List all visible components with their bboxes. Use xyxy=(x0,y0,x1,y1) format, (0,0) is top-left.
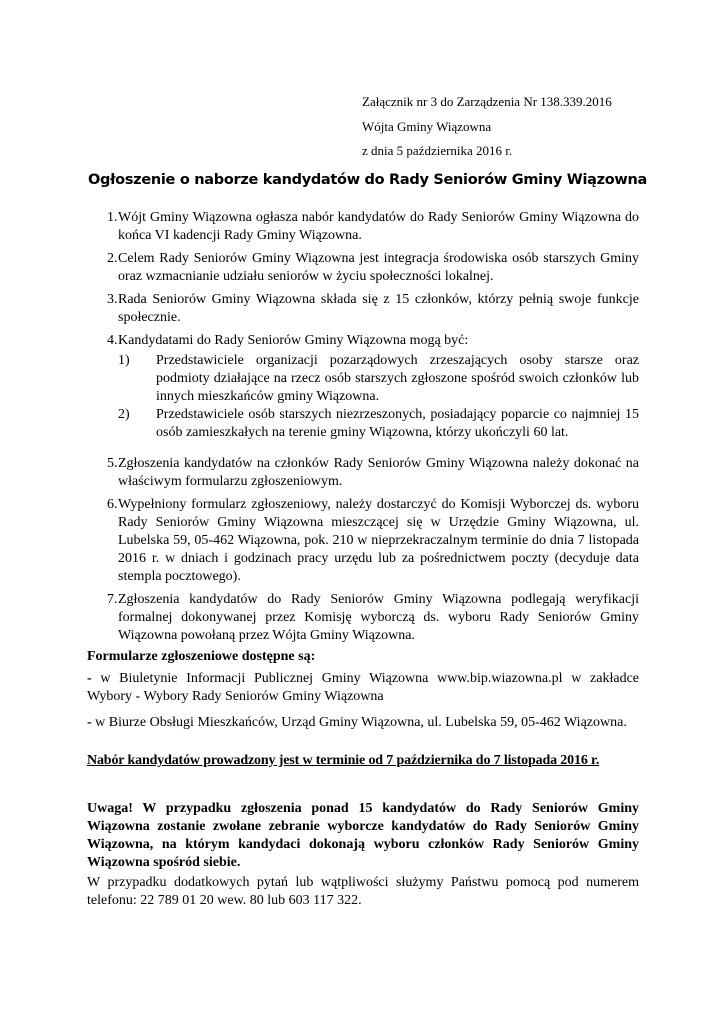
sub-item-text: Przedstawiciele organizacji pozarządowych zrzeszających osoby starsze oraz podmioty działające na rzecz osób starszych zgłoszone spośród swoich członków lub innych mieszkańców gminy Wiązowna. xyxy=(156,353,639,404)
item-text: Zgłoszenia kandydatów na członków Rady Seniorów Gminy Wiązowna należy dokonać na właściwym formularzu zgłoszeniowym. xyxy=(118,456,639,489)
dash-bullet: - xyxy=(87,715,92,730)
forms-item-text: w Biurze Obsługi Mieszkańców, Urząd Gminy Wiązowna, ul. Lubelska 59, 05-462 Wiązowna. xyxy=(91,715,627,730)
item-number: 7. xyxy=(107,592,118,607)
list-item xyxy=(87,291,639,327)
deadline-statement: Nabór kandydatów prowadzony jest w terminie od 7 października do 7 listopada 2016 r. xyxy=(87,753,600,768)
numbered-list xyxy=(87,209,639,650)
contact-paragraph: W przypadku dodatkowych pytań lub wątpliwości służymy Państwu pomocą pod numerem telefonu: 22 789 01 20 wew. 80 lub 603 117 322. xyxy=(87,875,639,908)
sub-list-item xyxy=(118,352,639,406)
list-item xyxy=(87,332,639,442)
list-item xyxy=(87,591,639,645)
item-number: 2. xyxy=(107,251,118,266)
document-title: Ogłoszenie o naborze kandydatów do Rady Seniorów Gminy Wiązowna xyxy=(88,172,648,188)
sub-item-number: 1) xyxy=(118,353,130,368)
item-number: 4. xyxy=(107,333,118,348)
item-text: Zgłoszenia kandydatów do Rady Seniorów Gminy Wiązowna podlegają weryfikacji formalnej dokonywanej przez Komisję wyborczą ds. wyboru Rady Seniorów Gminy Wiązowna powołaną przez Wójta Gminy Wiązowna. xyxy=(118,592,639,643)
list-item xyxy=(87,455,639,491)
item-text: Rada Seniorów Gminy Wiązowna składa się z 15 członków, którzy pełnią swoje funkcje społecznie. xyxy=(118,292,639,325)
header-line-1: Załącznik nr 3 do Zarządzenia Nr 138.339.2016 xyxy=(362,94,612,109)
item-number: 1. xyxy=(107,210,118,225)
item-text: Wójt Gminy Wiązowna ogłasza nabór kandydatów do Rady Seniorów Gminy Wiązowna do końca VI kadencji Rady Gminy Wiązowna. xyxy=(118,210,639,243)
item-number: 3. xyxy=(107,292,118,307)
sub-list-item xyxy=(118,406,639,442)
list-item xyxy=(87,496,639,586)
notice-paragraph: Uwaga! W przypadku zgłoszenia ponad 15 kandydatów do Rady Seniorów Gminy Wiązowna zostanie zwołane zebranie wyborcze kandydatów do Rady Seniorów Gminy Wiązowna, na którym kandydaci dokonają wyboru członków Rady Seniorów Gminy Wiązowna spośród siebie. xyxy=(87,801,639,870)
item-number: 6. xyxy=(107,497,118,512)
attachment-header xyxy=(362,90,612,164)
item-number: 5. xyxy=(107,456,118,471)
item-text: Celem Rady Seniorów Gminy Wiązowna jest integracja środowiska osób starszych Gminy oraz wzmacnianie udziału seniorów w życiu społeczności lokalnej. xyxy=(118,251,639,284)
forms-item-text: w Biuletynie Informacji Publicznej Gminy Wiązowna www.bip.wiazowna.pl w zakładce Wybory - Wybory Rady Seniorów Gminy Wiązowna xyxy=(87,671,639,704)
forms-heading: Formularze zgłoszeniowe dostępne są: xyxy=(87,649,316,664)
forms-item-bip xyxy=(87,670,639,706)
sub-item-text: Przedstawiciele osób starszych niezrzeszonych, posiadający poparcie co najmniej 15 osób zamieszkałych na terenie gminy Wiązowna, którzy ukończyli 60 lat. xyxy=(156,407,639,440)
item-text: Wypełniony formularz zgłoszeniowy, należy dostarczyć do Komisji Wyborczej ds. wyboru Rady Seniorów Gminy Wiązowna mieszczącej się w Urzędzie Gminy Wiązowna, ul. Lubelska 59, 05-462 Wiązowna, pok. 210 w nieprzekraczalnym terminie do dnia 7 listopada 2016 r. w dniach i godzinach pracy urzędu lub za pośrednictwem poczty (decyduje data stempla pocztowego). xyxy=(118,497,639,584)
forms-item-office xyxy=(87,714,639,732)
item-text: Kandydatami do Rady Seniorów Gminy Wiązowna mogą być: xyxy=(118,333,469,348)
header-line-3: z dnia 5 października 2016 r. xyxy=(362,143,513,158)
header-line-2: Wójta Gminy Wiązowna xyxy=(362,118,492,134)
sub-item-number: 2) xyxy=(118,407,130,422)
dash-bullet: - xyxy=(87,671,92,686)
list-item xyxy=(87,209,639,245)
list-item xyxy=(87,250,639,286)
sub-list xyxy=(118,352,639,442)
